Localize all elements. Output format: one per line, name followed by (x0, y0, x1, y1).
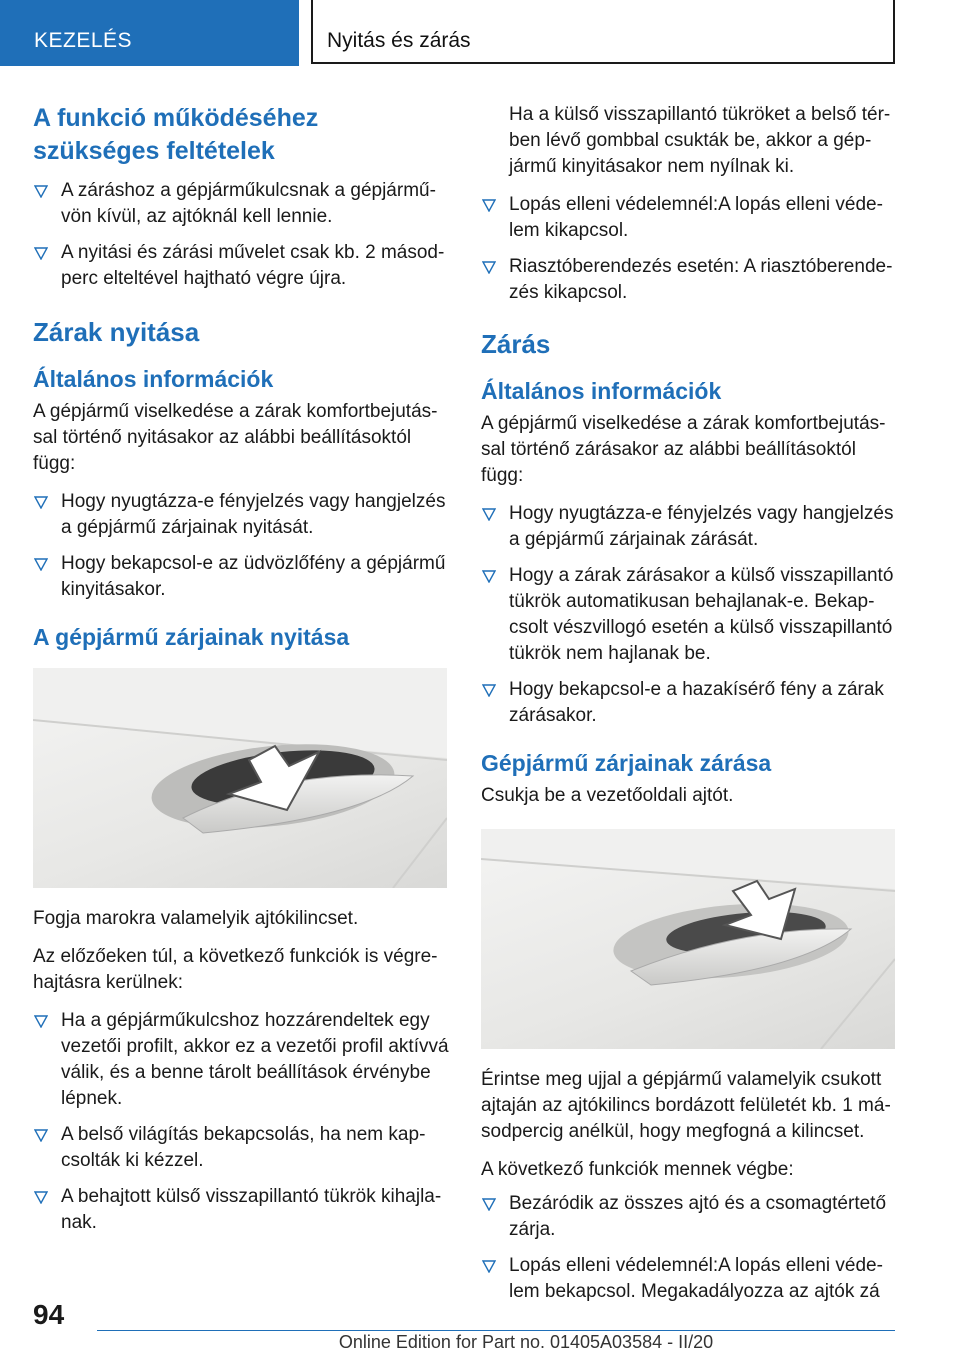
list-item: A behajtott külső visszapillantó tükrök kihajlanak. (33, 1184, 449, 1236)
footer-edition: Online Edition for Part no. 01405A03584 - II/20 (338, 1332, 714, 1352)
general-list (33, 489, 449, 603)
list-item: Lopás elleni védelemnél:A lopás elleni védelem kikapcsol. (481, 192, 897, 244)
door-handle-touch-photo (481, 829, 895, 1049)
triangle-bullet-icon (34, 495, 48, 509)
triangle-bullet-icon (482, 683, 496, 697)
list-item: A nyitási és zárási művelet csak kb. 2 másodperc elteltével hajtható végre újra. (33, 240, 449, 292)
triangle-bullet-icon (34, 1014, 48, 1028)
heading-vehicle-lock: Gépjármű zárjainak zárása (481, 750, 772, 776)
list-item: Hogy bekapcsol-e a hazakísérő fény a zárak zárásakor. (481, 677, 897, 729)
continued-text: Ha a külső visszapillantó tükröket a belső térben lévő gombbal csukták be, akkor a gépjármű kinyitásakor nem nyílnak ki. (509, 104, 891, 177)
list-item: Lopás elleni védelemnél:A lopás elleni védelem bekapcsol. Megakadályozza az ajtók zá (481, 1253, 897, 1305)
triangle-bullet-icon (34, 1128, 48, 1142)
heading-general-info: Általános információk (33, 366, 274, 392)
triangle-bullet-icon (34, 1190, 48, 1204)
list-item: A záráshoz a gépjárműkulcsnak a gépjárművön kívül, az ajtóknál kell lennie. (33, 178, 449, 230)
triangle-bullet-icon (482, 260, 496, 274)
prereq-list (33, 178, 449, 292)
heading-vehicle-unlock: A gépjármű zárjainak nyitása (33, 624, 350, 650)
grip-text: Fogja marokra valamelyik ajtókilincset. (33, 908, 359, 929)
chapter-title: Nyitás és zárás (311, 0, 895, 64)
list-item: Bezáródik az összes ajtó és a csomagtértető zárja. (481, 1191, 897, 1243)
triangle-bullet-icon (34, 184, 48, 198)
footer-divider (97, 1330, 895, 1331)
list-item: Hogy a zárak zárásakor a külső visszapillantó tükrök automatikusan behajlanak-e. Bekapcsolt vészvillogó esetén a külső visszapillantó tükrök nem hajlanak be. (481, 563, 897, 667)
list-item: Hogy nyugtázza-e fényjelzés vagy hangjelzés a gépjármű zárjainak zárását. (481, 501, 897, 553)
heading-locking: Zárás (481, 329, 551, 359)
list-item: Ha a gépjárműkulcshoz hozzárendeltek egy vezetői profilt, akkor ez a vezetői profil aktívvá válik, és a benne tárolt beállítások érvénybe lépnek. (33, 1008, 449, 1112)
page-number: 94 (33, 1299, 65, 1330)
list-item: Hogy bekapcsol-e az üdvözlőfény a gépjármű kinyitásakor. (33, 551, 449, 603)
right-column (481, 102, 897, 1317)
more-list (33, 1008, 449, 1236)
triangle-bullet-icon (482, 569, 496, 583)
list-item: Hogy nyugtázza-e fényjelzés vagy hangjelzés a gépjármű zárjainak nyitását. (33, 489, 449, 541)
general-list (481, 501, 897, 729)
triangle-bullet-icon (482, 1259, 496, 1273)
triangle-bullet-icon (34, 246, 48, 260)
next-list (481, 1191, 897, 1305)
list-item: A belső világítás bekapcsolás, ha nem kapcsolták ki kézzel. (33, 1122, 449, 1174)
next-text: A következő funkciók mennek végbe: (481, 1159, 794, 1180)
general-text: A gépjármű viselkedése a zárak komfortbejutással történő zárásakor az alábbi beállításoktól függ: (481, 413, 886, 486)
general-text: A gépjármű viselkedése a zárak komfortbejutással történő nyitásakor az alábbi beállításoktól függ: (33, 401, 438, 474)
heading-unlocking: Zárak nyitása (33, 317, 200, 347)
heading-prerequisites: A funkció működéséhez szükséges feltételek (33, 104, 319, 165)
continued-list (481, 192, 897, 306)
touch-text: Érintse meg ujjal a gépjármű valamelyik csukott ajtaján az ajtókilincs bordázott felületét kb. 1 másodpercig anélkül, hogy megfogná a kilincset. (481, 1069, 891, 1142)
close-door-text: Csukja be a vezetőoldali ajtót. (481, 785, 734, 806)
door-handle-photo (33, 668, 447, 888)
triangle-bullet-icon (34, 557, 48, 571)
more-text: Az előzőeken túl, a következő funkciók is végrehajtásra kerülnek: (33, 946, 438, 993)
left-column (33, 92, 449, 1248)
list-item: Riasztóberendezés esetén: A riasztóberendezés kikapcsol. (481, 254, 897, 306)
heading-general-info: Általános információk (481, 378, 722, 404)
triangle-bullet-icon (482, 1197, 496, 1211)
section-tab: KEZELÉS (0, 0, 299, 66)
triangle-bullet-icon (482, 507, 496, 521)
triangle-bullet-icon (482, 198, 496, 212)
